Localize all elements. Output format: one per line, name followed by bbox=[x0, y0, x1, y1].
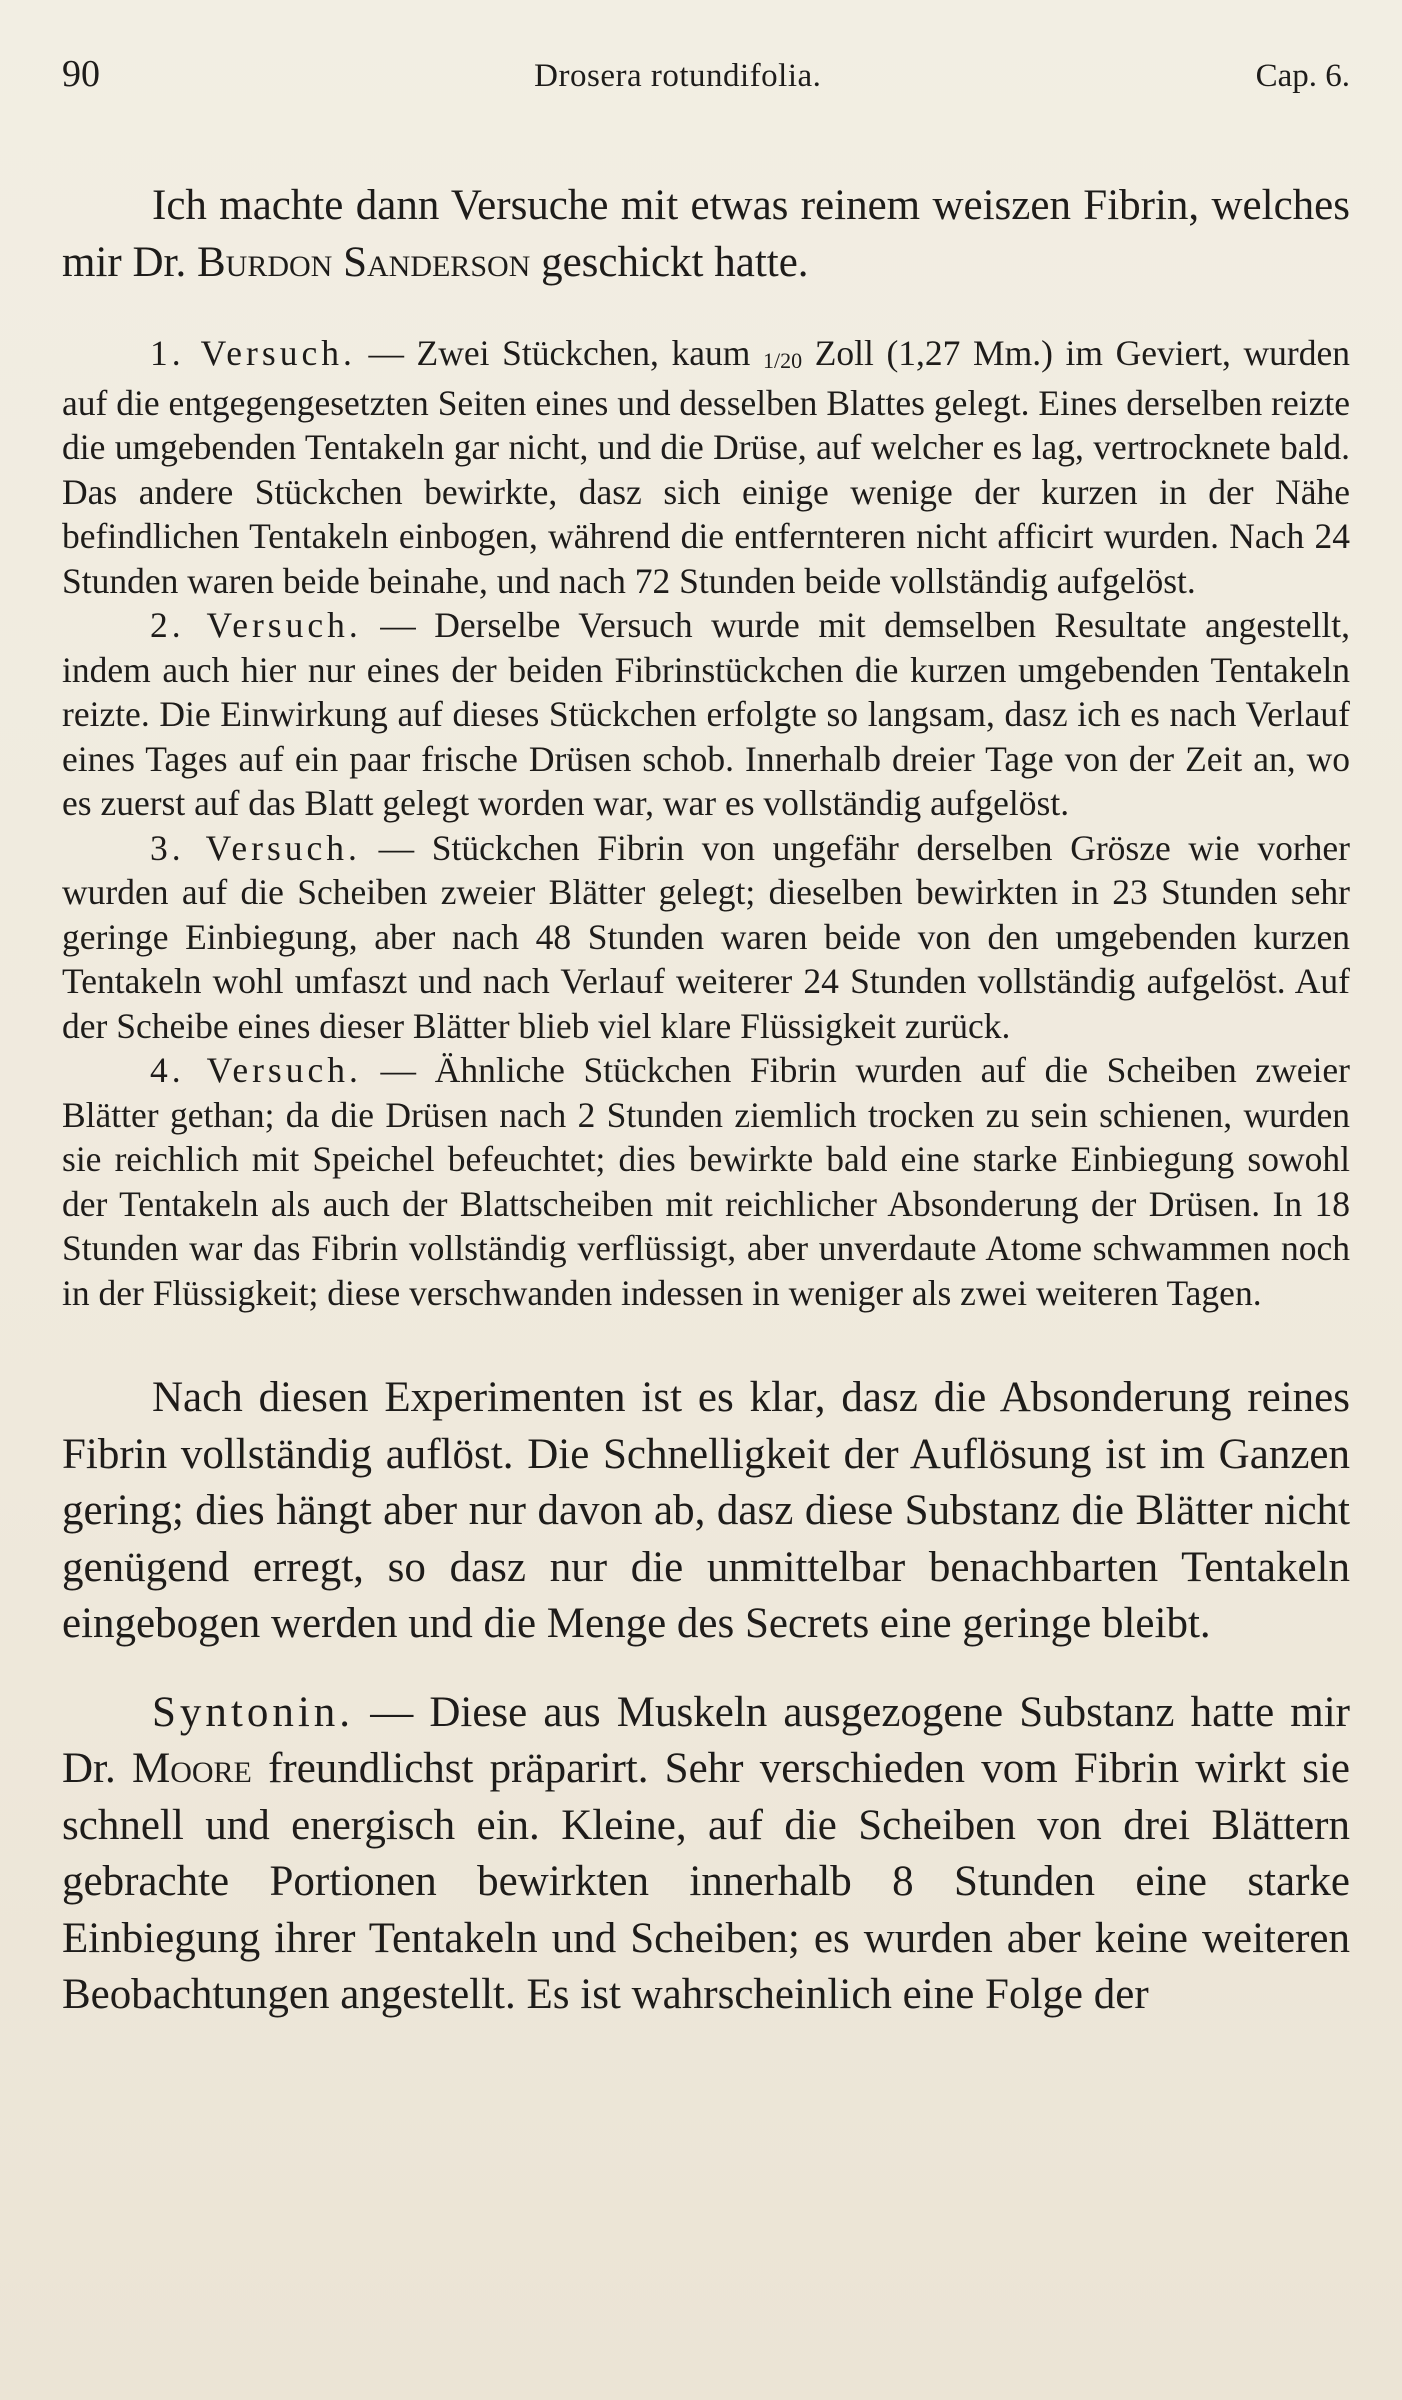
intro-section bbox=[62, 178, 1350, 291]
syntonin-section bbox=[62, 1685, 1350, 2024]
syntonin-person-name: Moore bbox=[131, 1745, 252, 1792]
experiment-1-fraction: 1/20 bbox=[762, 348, 803, 374]
experiment-1-text-2: Zoll (1,27 Mm.) im Geviert, wurden auf die entgegengesetzten Seiten eines und desselben Blattes gelegt. Eines derselben reizte die umgebenden Tentakeln gar nicht, und die Drüse, auf welcher es lag, vertrocknete bald. Das andere Stückchen bewirkte, dasz sich einige wenige der kurzen in der Nähe befindlichen Tentakeln einbogen, während die entfernteren nicht afficirt wurden. Nach 24 Stunden waren beide beinahe, und nach 72 Stunden beide vollständig aufgelöst. bbox=[62, 333, 1350, 601]
intro-text-1: Ich machte dann Versuche mit etwas reinem weiszen Fibrin, welches mir Dr. bbox=[62, 182, 1350, 286]
experiment-2-text: — Derselbe Versuch wurde mit demselben Resultate angestellt, indem auch hier nur eines der beiden Fibrinstückchen die kurzen umgebenden Tentakeln reizte. Die Einwirkung auf dieses Stückchen erfolgte so langsam, dasz ich es nach Verlauf eines Tages auf ein paar frische Drüsen schob. Innerhalb dreier Tage von der Zeit an, wo es zuerst auf das Blatt gelegt worden war, war es vollständig aufgelöst. bbox=[62, 605, 1350, 823]
running-title: Drosera rotundifolia. bbox=[534, 58, 822, 94]
experiment-4-text: — Ähnliche Stückchen Fibrin wurden auf die Scheiben zweier Blätter gethan; da die Drüsen nach 2 Stunden ziemlich trocken zu sein schienen, wurden sie reichlich mit Speichel befeuchtet; dies bewirkte bald eine starke Einbiegung sowohl der Tentakeln als auch der Blattscheiben mit reichlicher Absonderung der Drüsen. In 18 Stunden war das Fibrin vollständig verflüssigt, aber unverdaute Atome schwammen noch in der Flüssigkeit; diese verschwanden indessen in weniger als zwei weiteren Tagen. bbox=[62, 1050, 1350, 1313]
experiment-2-label: 2. Versuch. bbox=[150, 605, 362, 645]
intro-text-2: geschickt hatte. bbox=[530, 238, 809, 286]
experiment-3-paragraph bbox=[62, 826, 1350, 1049]
intro-paragraph bbox=[62, 178, 1350, 291]
experiment-1-text-1: — Zwei Stückchen, kaum bbox=[355, 333, 763, 373]
experiment-3-label: 3. Versuch. bbox=[150, 827, 361, 868]
experiments-section bbox=[62, 331, 1350, 1315]
experiment-3-text: — Stückchen Fibrin von ungefähr derselben Grösze wie vorher wurden auf die Scheiben zweier Blätter gelegt; dieselben bewirkten in 23 Stunden sehr geringe Einbiegung, aber nach 48 Stunden waren beide von den umgebenden kurzen Tentakeln wohl umfaszt und nach Verlauf weiterer 24 Stunden vollständig aufgelöst. Auf der Scheibe eines dieser Blätter blieb viel klare Flüssigkeit zurück. bbox=[62, 827, 1350, 1046]
intro-person-name: Burdon Sanderson bbox=[196, 238, 531, 286]
experiment-4-label: 4. Versuch. bbox=[150, 1050, 362, 1090]
experiment-2-paragraph bbox=[62, 603, 1350, 826]
syntonin-text-2: freundlichst präparirt. Sehr verschieden vom Fibrin wirkt sie schnell und energisch ein. Kleine, auf die Scheiben von drei Blättern gebrachte Portionen bewirkten innerhalb 8 Stunden eine starke Einbiegung ihrer Tentakeln und Scheiben; es wurden aber keine weiteren Beobachtungen angestellt. Es ist wahrscheinlich eine Folge der bbox=[62, 1745, 1350, 2018]
syntonin-paragraph bbox=[62, 1685, 1350, 2024]
running-head bbox=[62, 52, 1350, 110]
syntonin-label: Syntonin. bbox=[152, 1688, 355, 1736]
chapter-label: Cap. 6. bbox=[1255, 58, 1350, 94]
experiment-1-label: 1. Versuch. bbox=[150, 333, 356, 373]
conclusion-paragraph: Nach diesen Experimenten ist es klar, dasz die Absonderung reines Fibrin vollständig auflöst. Die Schnelligkeit der Auflösung ist im Ganzen gering; dies hängt aber nur davon ab, dasz diese Substanz die Blätter nicht genügend erregt, so dasz nur die unmittelbar benachbarten Tentakeln eingebogen werden und die Menge des Secrets eine geringe bleibt. bbox=[62, 1374, 1350, 1647]
experiment-4-paragraph bbox=[62, 1048, 1350, 1315]
page-number: 90 bbox=[62, 53, 100, 95]
conclusion-section bbox=[62, 1370, 1350, 1653]
experiment-1-paragraph bbox=[62, 331, 1350, 603]
syntonin-text-1: — Diese aus Muskeln ausgezogene Substanz hatte mir Dr. bbox=[62, 1688, 1350, 1792]
